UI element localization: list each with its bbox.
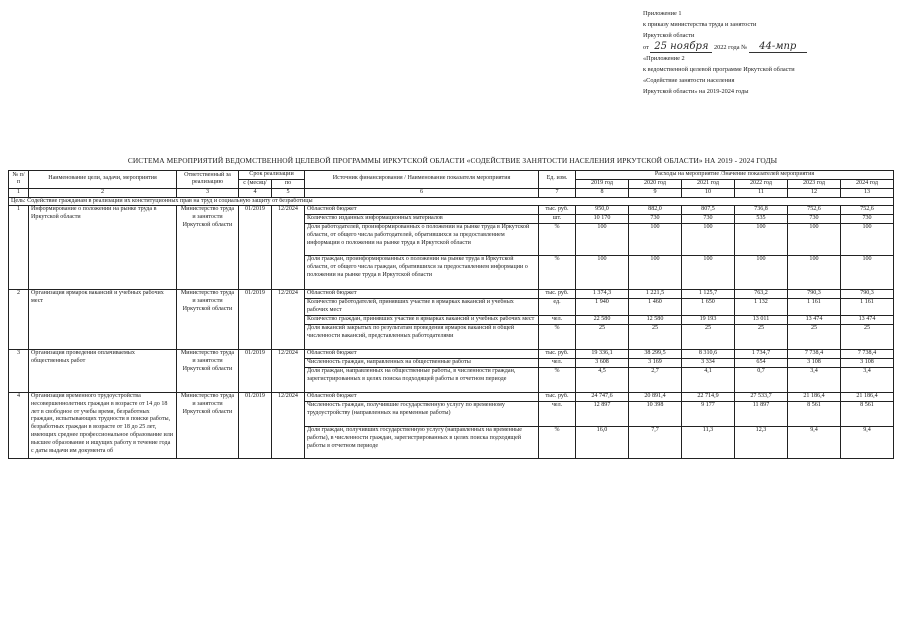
indicator-value: 9,4 <box>788 426 841 458</box>
indicator-value: 100 <box>788 224 841 256</box>
indicator-unit: шт. <box>539 215 576 224</box>
indicator-value: 100 <box>788 256 841 290</box>
table-row <box>9 206 894 215</box>
indicator-unit: % <box>539 324 576 349</box>
indicator-value: 7,7 <box>629 426 682 458</box>
column-index: 2 <box>29 188 177 197</box>
indicator-name: Численность граждан, направленных на общественные работы <box>305 358 539 367</box>
date-prefix: от <box>643 44 649 51</box>
indicator-value: 807,5 <box>682 206 735 215</box>
measures-table <box>8 170 894 459</box>
table-row <box>9 349 894 358</box>
indicator-name: Областной бюджет <box>305 290 539 299</box>
header-name: Наименование цели, задачи, мероприятия <box>29 171 177 189</box>
indicator-name: Количество изданных информационных материалов <box>305 215 539 224</box>
indicator-value: 763,2 <box>735 290 788 299</box>
indicator-value: 19 336,1 <box>576 349 629 358</box>
indicator-value: 730 <box>629 215 682 224</box>
handwritten-order-number: 44-мпр <box>749 41 807 53</box>
indicator-value: 25 <box>629 324 682 349</box>
annex-date-line <box>643 41 898 53</box>
indicator-name: Численность граждан, получившие государственную услугу по временному трудоустройству (направленных на временные работы) <box>305 401 539 426</box>
measure-end: 12/2024 <box>272 392 305 458</box>
column-index: 1 <box>9 188 29 197</box>
measure-end: 12/2024 <box>272 290 305 350</box>
indicator-unit: % <box>539 224 576 256</box>
indicator-value: 3 334 <box>682 358 735 367</box>
indicator-value: 9 177 <box>682 401 735 426</box>
indicator-value: 100 <box>629 256 682 290</box>
indicator-value: 100 <box>576 224 629 256</box>
measure-number: 4 <box>9 392 29 458</box>
indicator-value: 1 132 <box>735 299 788 316</box>
indicator-value: 8 310,6 <box>682 349 735 358</box>
indicator-value: 1 460 <box>629 299 682 316</box>
annex-line: «Содействие занятости населения <box>643 77 735 84</box>
indicator-unit: тыс. руб. <box>539 206 576 215</box>
annex-line: «Приложение 2 <box>643 55 685 62</box>
indicator-value: 9,4 <box>841 426 894 458</box>
indicator-value: 11 897 <box>735 401 788 426</box>
indicator-value: 21 186,4 <box>841 392 894 401</box>
annex-line: Иркутской области <box>643 32 695 39</box>
indicator-name: Доля работодателей, проинформированных о положении на рынке труда в Иркутской области, от общего числа работодателей, обратившихся за предоставлением информации о положении на рынке труда в Иркутской области <box>305 224 539 256</box>
indicator-name: Доля вакансий закрытых по результатам проведения ярмарок вакансий в общей численности вакансий, представленных работодателями <box>305 324 539 349</box>
column-index: 11 <box>735 188 788 197</box>
indicator-value: 19 193 <box>682 315 735 324</box>
annex-block <box>643 8 898 97</box>
indicator-value: 12 580 <box>629 315 682 324</box>
measure-number: 1 <box>9 206 29 290</box>
column-index-row <box>9 188 894 197</box>
indicator-value: 1 221,5 <box>629 290 682 299</box>
indicator-value: 3 608 <box>576 358 629 367</box>
header-year: 2021 год <box>682 179 735 188</box>
indicator-unit: чел. <box>539 401 576 426</box>
indicator-value: 1 734,7 <box>735 349 788 358</box>
indicator-value: 7 738,4 <box>788 349 841 358</box>
indicator-value: 100 <box>841 256 894 290</box>
indicator-value: 2,7 <box>629 367 682 392</box>
table-row <box>9 290 894 299</box>
indicator-value: 1 161 <box>788 299 841 316</box>
indicator-unit: % <box>539 426 576 458</box>
indicator-value: 13 474 <box>841 315 894 324</box>
column-index: 5 <box>272 188 305 197</box>
column-index: 7 <box>539 188 576 197</box>
indicator-name: Областной бюджет <box>305 349 539 358</box>
indicator-value: 25 <box>682 324 735 349</box>
indicator-unit: чел. <box>539 315 576 324</box>
indicator-value: 950,0 <box>576 206 629 215</box>
annex-line: к приказу министерства труда и занятости <box>643 21 757 28</box>
indicator-value: 100 <box>682 224 735 256</box>
indicator-unit: тыс. руб. <box>539 349 576 358</box>
indicator-unit: % <box>539 256 576 290</box>
indicator-value: 3 108 <box>788 358 841 367</box>
indicator-value: 535 <box>735 215 788 224</box>
indicator-value: 12 897 <box>576 401 629 426</box>
measure-name: Организация временного трудоустройства несовершеннолетних граждан в возрасте от 14 до 18 лет в свободное от учебы время, безработных граждан, испытывающих трудности в поиске работы, безработных граждан в возрасте от 18 до 25 лет, имеющих среднее профессиональное образование или высшее образование и ищущих работу в течение года с даты выдачи им документа об <box>29 392 177 458</box>
measure-responsible: Министерство труда и занятости Иркутской области <box>177 290 239 350</box>
indicator-value: 790,3 <box>841 290 894 299</box>
table-row <box>9 392 894 401</box>
measures-body <box>9 206 894 459</box>
indicator-value: 12,3 <box>735 426 788 458</box>
column-index: 9 <box>629 188 682 197</box>
column-index: 6 <box>305 188 539 197</box>
header-source: Источник финансирования / Наименование показателя мероприятия <box>305 171 539 189</box>
indicator-value: 100 <box>735 224 788 256</box>
measure-name: Организация ярмарок вакансий и учебных рабочих мест <box>29 290 177 350</box>
goal-text: Цель: Содействие гражданам в реализации их конституционных прав на труд и социальную защиту от безработицы <box>9 197 894 206</box>
indicator-name: Доля граждан, направленных на общественные работы, в численности граждан, зарегистрированных в целях поиска подходящей работы в отчетном периоде <box>305 367 539 392</box>
indicator-value: 7 738,4 <box>841 349 894 358</box>
measure-start: 01/2019 <box>239 290 272 350</box>
measure-name: Информирование о положении на рынке труда в Иркутской области <box>29 206 177 290</box>
indicator-unit: тыс. руб. <box>539 392 576 401</box>
measure-responsible: Министерство труда и занятости Иркутской области <box>177 392 239 458</box>
measure-end: 12/2024 <box>272 206 305 290</box>
indicator-unit: тыс. руб. <box>539 290 576 299</box>
measure-start: 01/2019 <box>239 206 272 290</box>
header-year: 2019 год <box>576 179 629 188</box>
indicator-value: 16,0 <box>576 426 629 458</box>
indicator-value: 3 108 <box>841 358 894 367</box>
measure-responsible: Министерство труда и занятости Иркутской области <box>177 349 239 392</box>
indicator-name: Доля граждан, получивших государственную услугу (направленных на временные работы), в численности граждан, зарегистрированных в целях поиска подходящей работы в отчетном периоде <box>305 426 539 458</box>
annex-line: Иркутской области» на 2019-2024 годы <box>643 88 749 95</box>
header-to: по <box>272 179 305 188</box>
header-num: № п/п <box>9 171 29 189</box>
indicator-value: 100 <box>576 256 629 290</box>
indicator-value: 21 186,4 <box>788 392 841 401</box>
indicator-value: 752,6 <box>841 206 894 215</box>
indicator-value: 100 <box>841 224 894 256</box>
indicator-value: 25 <box>735 324 788 349</box>
header-term: Срок реализации <box>239 171 305 180</box>
header-volume: Расходы на мероприятие /Значение показателей мероприятия <box>576 171 894 180</box>
indicator-name: Количество работодателей, принявших участие в ярмарках вакансий и учебных рабочих мест <box>305 299 539 316</box>
indicator-value: 3,4 <box>788 367 841 392</box>
header-year: 2022 год <box>735 179 788 188</box>
indicator-value: 13 474 <box>788 315 841 324</box>
measure-number: 2 <box>9 290 29 350</box>
indicator-value: 1 125,7 <box>682 290 735 299</box>
indicator-value: 8 561 <box>841 401 894 426</box>
indicator-value: 38 299,5 <box>629 349 682 358</box>
measure-start: 01/2019 <box>239 349 272 392</box>
column-index: 13 <box>841 188 894 197</box>
indicator-value: 20 891,4 <box>629 392 682 401</box>
indicator-value: 0,7 <box>735 367 788 392</box>
indicator-value: 4,5 <box>576 367 629 392</box>
indicator-value: 1 940 <box>576 299 629 316</box>
column-index: 10 <box>682 188 735 197</box>
indicator-value: 22 714,9 <box>682 392 735 401</box>
indicator-value: 10 398 <box>629 401 682 426</box>
header-unit: Ед. изм. <box>539 171 576 189</box>
handwritten-date: 25 ноября <box>650 41 712 53</box>
indicator-unit: ед. <box>539 299 576 316</box>
indicator-value: 3,4 <box>841 367 894 392</box>
measure-name: Организация проведения оплачиваемых общественных работ <box>29 349 177 392</box>
column-index: 4 <box>239 188 272 197</box>
goal-row <box>9 197 894 206</box>
indicator-value: 790,3 <box>788 290 841 299</box>
indicator-value: 100 <box>682 256 735 290</box>
annex-line: Приложение 1 <box>643 10 682 17</box>
indicator-value: 4,1 <box>682 367 735 392</box>
header-responsible: Ответственный за реализацию <box>177 171 239 189</box>
indicator-value: 1 161 <box>841 299 894 316</box>
indicator-value: 100 <box>735 256 788 290</box>
indicator-value: 730 <box>788 215 841 224</box>
indicator-unit: % <box>539 367 576 392</box>
indicator-value: 27 533,7 <box>735 392 788 401</box>
measure-end: 12/2024 <box>272 349 305 392</box>
indicator-value: 25 <box>841 324 894 349</box>
indicator-value: 24 747,6 <box>576 392 629 401</box>
indicator-value: 736,8 <box>735 206 788 215</box>
header-year: 2020 год <box>629 179 682 188</box>
column-index: 8 <box>576 188 629 197</box>
measure-start: 01/2019 <box>239 392 272 458</box>
header-from: с (месяц/ <box>239 179 272 188</box>
indicator-value: 8 561 <box>788 401 841 426</box>
header-row <box>9 171 894 180</box>
indicator-value: 654 <box>735 358 788 367</box>
indicator-name: Количество граждан, принявших участие в ярмарках вакансий и учебных рабочих мест <box>305 315 539 324</box>
indicator-value: 882,0 <box>629 206 682 215</box>
header-year: 2023 год <box>788 179 841 188</box>
column-index: 12 <box>788 188 841 197</box>
date-year: 2022 года № <box>713 44 748 51</box>
indicator-value: 10 170 <box>576 215 629 224</box>
indicator-value: 730 <box>841 215 894 224</box>
header-year: 2024 год <box>841 179 894 188</box>
indicator-value: 1 650 <box>682 299 735 316</box>
indicator-value: 1 374,3 <box>576 290 629 299</box>
document-title: СИСТЕМА МЕРОПРИЯТИЙ ВЕДОМСТВЕННОЙ ЦЕЛЕВОЙ ПРОГРАММЫ ИРКУТСКОЙ ОБЛАСТИ «СОДЕЙСТВИЕ ЗАНЯТОСТИ НАСЕЛЕНИЯ ИРКУТСКОЙ ОБЛАСТИ» НА 2019 - 2024 ГОДЫ <box>127 156 778 165</box>
indicator-value: 730 <box>682 215 735 224</box>
indicator-value: 13 011 <box>735 315 788 324</box>
indicator-name: Областной бюджет <box>305 392 539 401</box>
indicator-name: Доля граждан, проинформированных о положении на рынке труда в Иркутской области, от общего числа граждан, обратившихся за предоставлением информации о положении на рынке труда в Иркутской области <box>305 256 539 290</box>
measure-number: 3 <box>9 349 29 392</box>
indicator-name: Областной бюджет <box>305 206 539 215</box>
indicator-value: 22 580 <box>576 315 629 324</box>
indicator-value: 3 169 <box>629 358 682 367</box>
indicator-value: 752,6 <box>788 206 841 215</box>
indicator-value: 25 <box>576 324 629 349</box>
column-index: 3 <box>177 188 239 197</box>
indicator-value: 25 <box>788 324 841 349</box>
measure-responsible: Министерство труда и занятости Иркутской области <box>177 206 239 290</box>
indicator-unit: чел. <box>539 358 576 367</box>
indicator-value: 11,3 <box>682 426 735 458</box>
indicator-value: 100 <box>629 224 682 256</box>
annex-line: к ведомственной целевой программе Иркутской области <box>643 66 795 73</box>
